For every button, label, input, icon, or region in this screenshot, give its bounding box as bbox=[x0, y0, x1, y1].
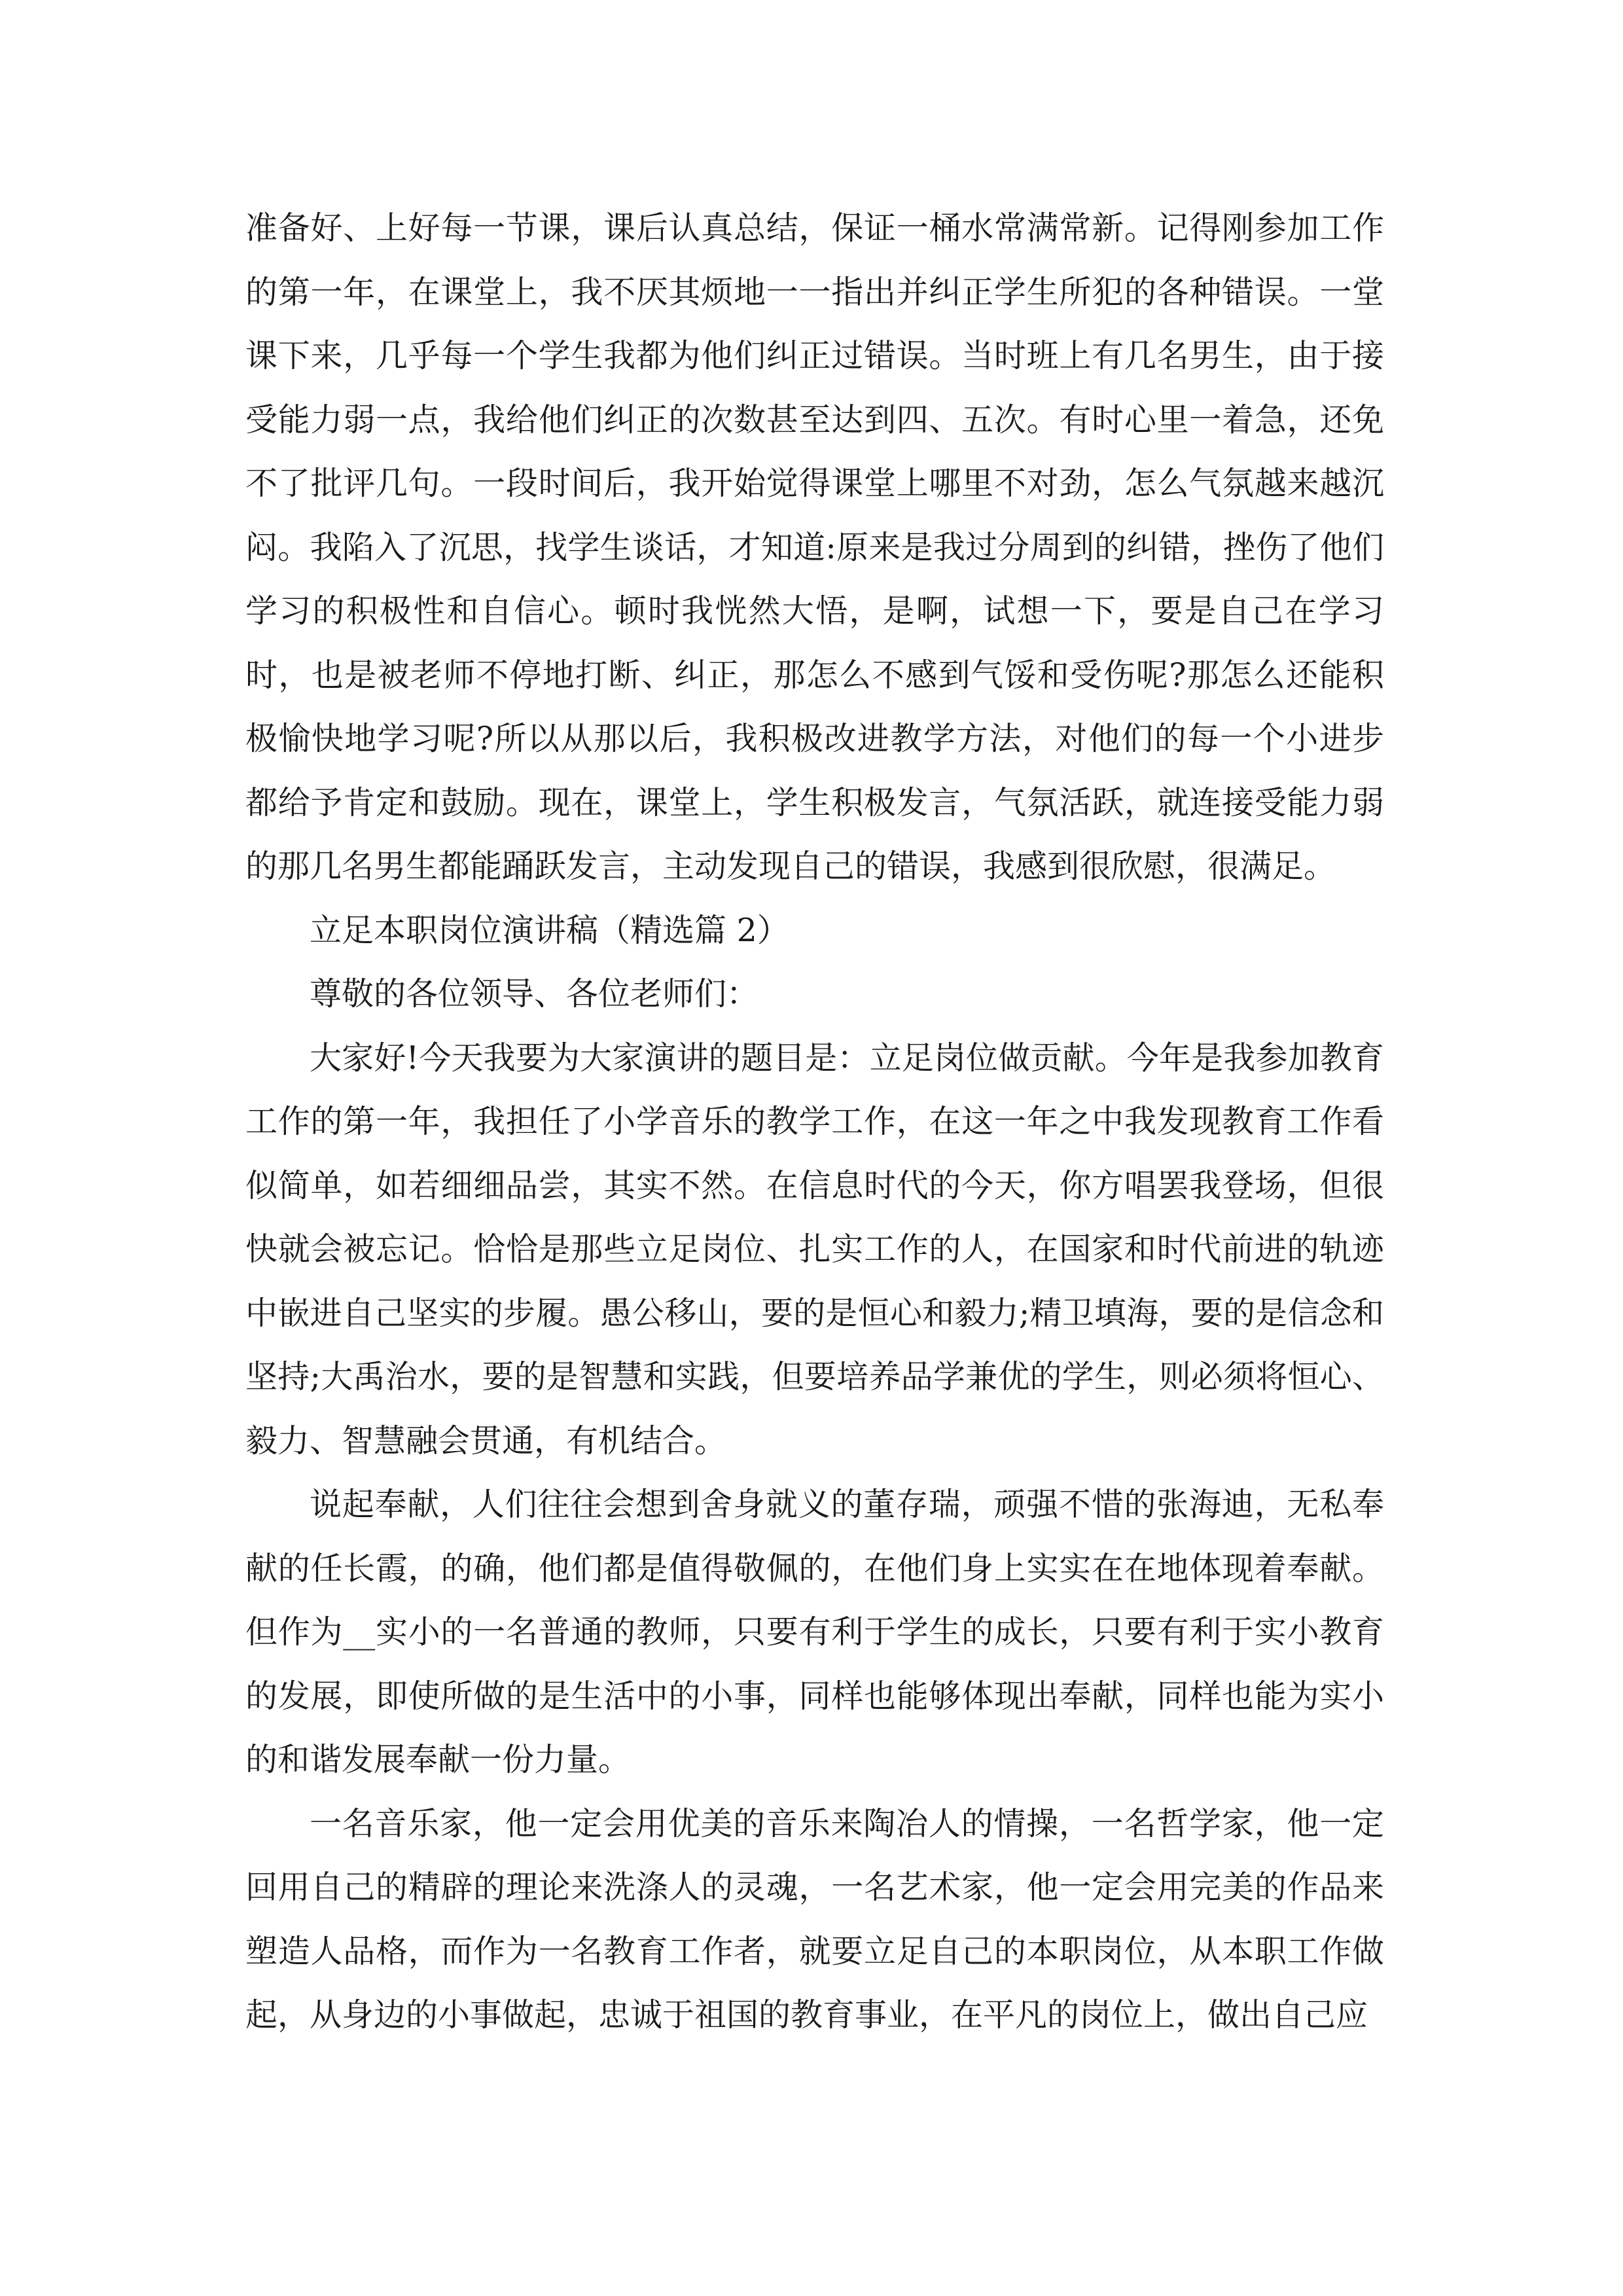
section-heading: 立足本职岗位演讲稿（精选篇 2） bbox=[310, 911, 789, 949]
paragraph-opening: 大家好!今天我要为大家演讲的题目是：立足岗位做贡献。今年是我参加教育工作的第一年，我担任了小学音乐的教学工作，在这一年之中我发现教育工作看似简单，如若细细品尝，其实不然。在信息时代的今天，你方唱罢我登场，但很快就会被忘记。恰恰是那些立足岗位、扎实工作的人，在国家和时代前进的轨迹中嵌进自己坚实的步履。愚公移山，要的是恒心和毅力;精卫填海，要的是信念和坚持;大禹治水，要的是智慧和实践，但要培养品学兼优的学生，则必须将恒心、毅力、智慧融会贯通，有机结合。 bbox=[245, 1039, 1384, 1460]
document-body bbox=[245, 196, 1384, 2047]
salutation: 尊敬的各位领导、各位老师们： bbox=[310, 975, 759, 1013]
paragraph-dedication: 说起奉献，人们往往会想到舍身就义的董存瑞，顽强不惜的张海迪，无私奉献的任长霞，的确，他们都是值得敬佩的，在他们身上实实在在地体现着奉献。但作为__实小的一名普通的教师，只要有利于学生的成长，只要有利于实小教育的发展，即使所做的是生活中的小事，同样也能够体现出奉献，同样也能为实小的和谐发展奉献一份力量。 bbox=[245, 1486, 1384, 1778]
paragraph-continued: 准备好、上好每一节课，课后认真总结，保证一桶水常满常新。记得刚参加工作的第一年，在课堂上，我不厌其烦地一一指出并纠正学生所犯的各种错误。一堂课下来，几乎每一个学生我都为他们纠正过错误。当时班上有几名男生，由于接受能力弱一点，我给他们纠正的次数甚至达到四、五次。有时心里一着急，还免不了批评几句。一段时间后，我开始觉得课堂上哪里不对劲，怎么气氛越来越沉闷。我陷入了沉思，找学生谈话，才知道:原来是我过分周到的纠错，挫伤了他们学习的积极性和自信心。顿时我恍然大悟，是啊，试想一下，要是自己在学习时，也是被老师不停地打断、纠正，那怎么不感到气馁和受伤呢?那怎么还能积极愉快地学习呢?所以从那以后，我积极改进教学方法，对他们的每一个小进步都给予肯定和鼓励。现在，课堂上，学生积极发言，气氛活跃，就连接受能力弱的那几名男生都能踊跃发言，主动发现自己的错误，我感到很欣慰，很满足。 bbox=[245, 209, 1384, 885]
paragraph-educator: 一名音乐家，他一定会用优美的音乐来陶冶人的情操，一名哲学家，他一定回用自己的精辟的理论来洗涤人的灵魂，一名艺术家，他一定会用完美的作品来塑造人品格，而作为一名教育工作者，就要立足自己的本职岗位，从本职工作做起，从身边的小事做起，忠诚于祖国的教育事业，在平凡的岗位上，做出自己应 bbox=[245, 1804, 1384, 2034]
